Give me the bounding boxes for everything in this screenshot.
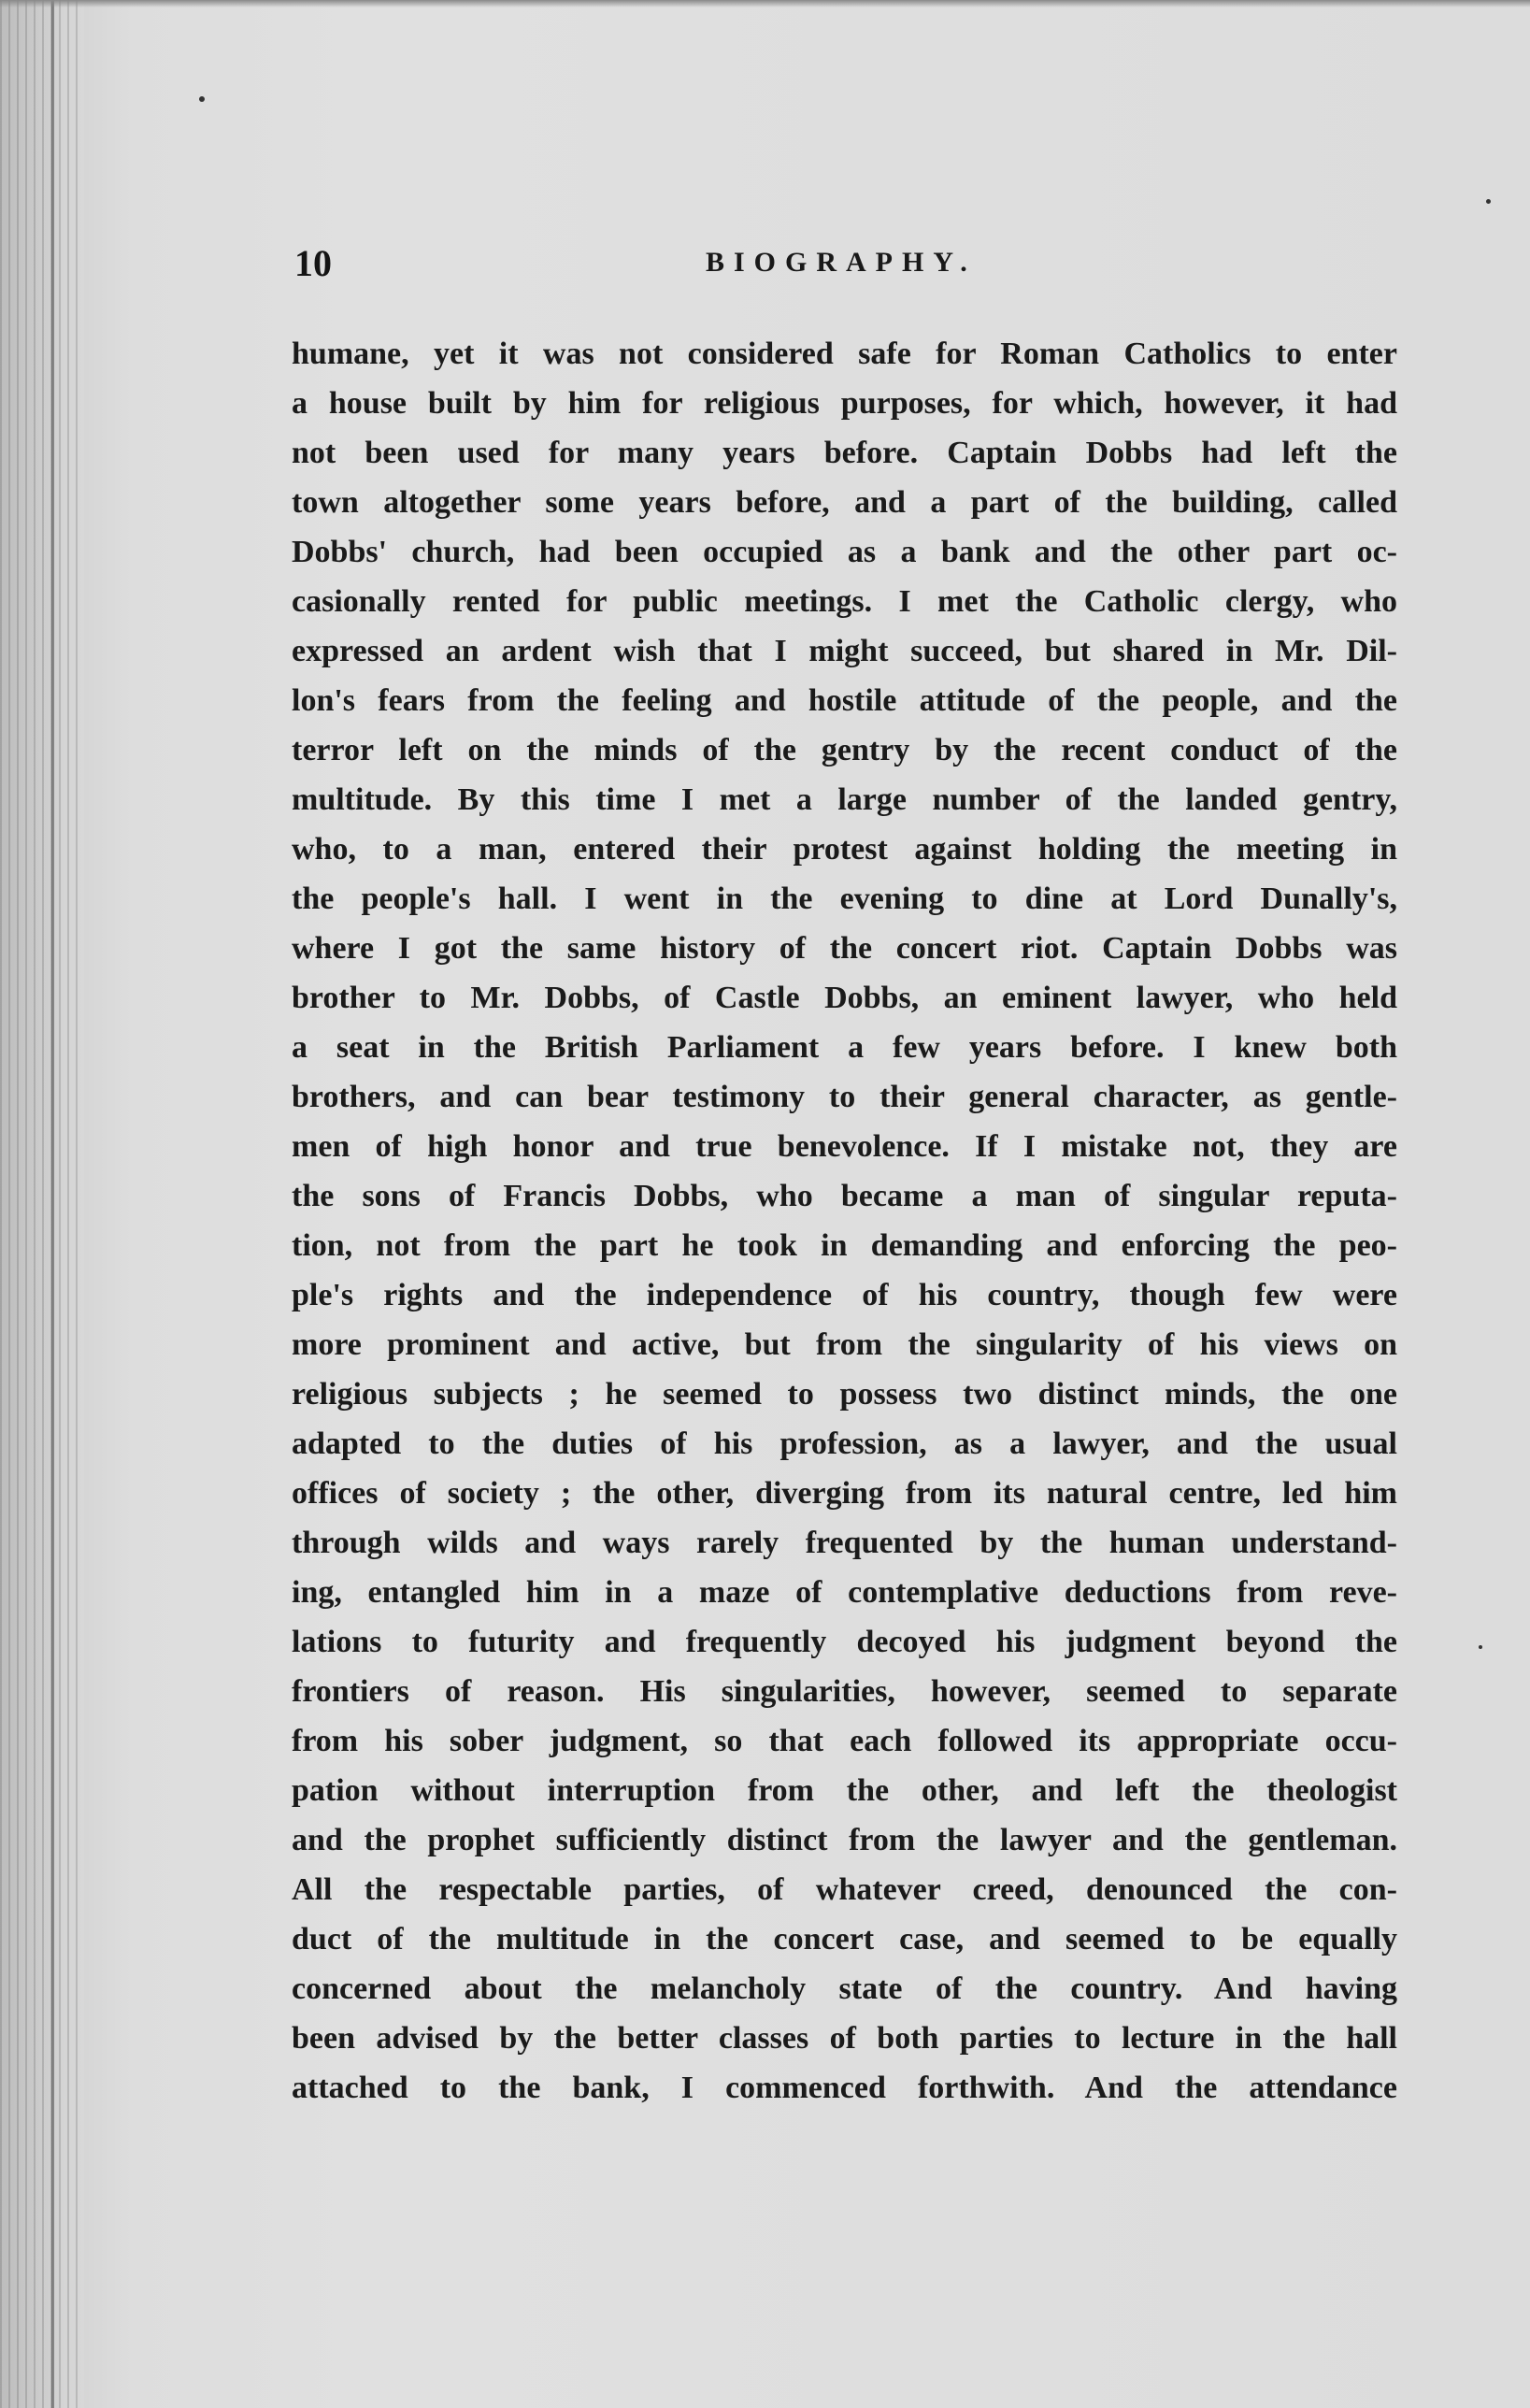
text-line: the sons of Francis Dobbs, who became a man of singular reputa- [292,1179,1397,1213]
paper-speck [1486,199,1491,204]
text-line: lations to futurity and frequently decoyed his judgment beyond the [292,1625,1397,1659]
text-line: All the respectable parties, of whatever creed, denounced the con- [292,1872,1397,1907]
text-line: town altogether some years before, and a part of the building, called [292,485,1397,520]
text-line: the people's hall. I went in the evening to dine at Lord Dunally's, [292,882,1397,916]
page-number: 10 [294,242,332,284]
text-line: and the prophet sufficiently distinct from the lawyer and the gentleman. [292,1823,1397,1857]
text-line: concerned about the melancholy state of the country. And having [292,1971,1397,2006]
text-line: brothers, and can bear testimony to their general character, as gentle- [292,1080,1397,1114]
text-line: attached to the bank, I commenced forthwith. And the attendance [292,2071,1397,2105]
body-text [292,329,1397,2113]
text-line: frontiers of reason. His singularities, however, seemed to separate [292,1674,1397,1709]
text-line: who, to a man, entered their protest against holding the meeting in [292,832,1397,867]
text-line: not been used for many years before. Captain Dobbs had left the [292,436,1397,470]
text-line: duct of the multitude in the concert case, and seemed to be equally [292,1922,1397,1956]
text-line: expressed an ardent wish that I might succeed, but shared in Mr. Dil- [292,634,1397,668]
text-line: adapted to the duties of his profession, as a lawyer, and the usual [292,1426,1397,1461]
text-line: been advised by the better classes of both parties to lecture in the hall [292,2021,1397,2056]
text-line: offices of society ; the other, diverging from its natural centre, led him [292,1476,1397,1511]
running-title: BIOGRAPHY. [706,247,977,278]
paper-speck [1479,1645,1482,1649]
text-line: multitude. By this time I met a large number of the landed gentry, [292,782,1397,817]
text-line: where I got the same history of the concert riot. Captain Dobbs was [292,931,1397,966]
text-line: a seat in the British Parliament a few years before. I knew both [292,1030,1397,1065]
text-line: humane, yet it was not considered safe for Roman Catholics to enter [292,337,1397,371]
text-line: a house built by him for religious purposes, for which, however, it had [292,386,1397,421]
paper-speck [199,96,205,102]
text-line: through wilds and ways rarely frequented by the human understand- [292,1526,1397,1560]
text-line: men of high honor and true benevolence. If I mistake not, they are [292,1129,1397,1164]
text-line: terror left on the minds of the gentry by the recent conduct of the [292,733,1397,767]
page-header [294,241,1397,288]
text-line: Dobbs' church, had been occupied as a bank and the other part oc- [292,535,1397,569]
book-binding-edge [0,0,84,2408]
text-line: tion, not from the part he took in demanding and enforcing the peo- [292,1228,1397,1263]
text-line: more prominent and active, but from the singularity of his views on [292,1327,1397,1362]
text-line: religious subjects ; he seemed to possess two distinct minds, the one [292,1377,1397,1412]
text-line: pation without interruption from the other, and left the theologist [292,1773,1397,1808]
text-line: lon's fears from the feeling and hostile attitude of the people, and the [292,683,1397,718]
page-top-edge [0,0,1530,7]
text-line: ple's rights and the independence of his country, though few were [292,1278,1397,1312]
text-line: brother to Mr. Dobbs, of Castle Dobbs, an eminent lawyer, who held [292,981,1397,1015]
text-line: casionally rented for public meetings. I met the Catholic clergy, who [292,584,1397,619]
text-line: ing, entangled him in a maze of contemplative deductions from reve- [292,1575,1397,1610]
text-line: from his sober judgment, so that each followed its appropriate occu- [292,1724,1397,1758]
